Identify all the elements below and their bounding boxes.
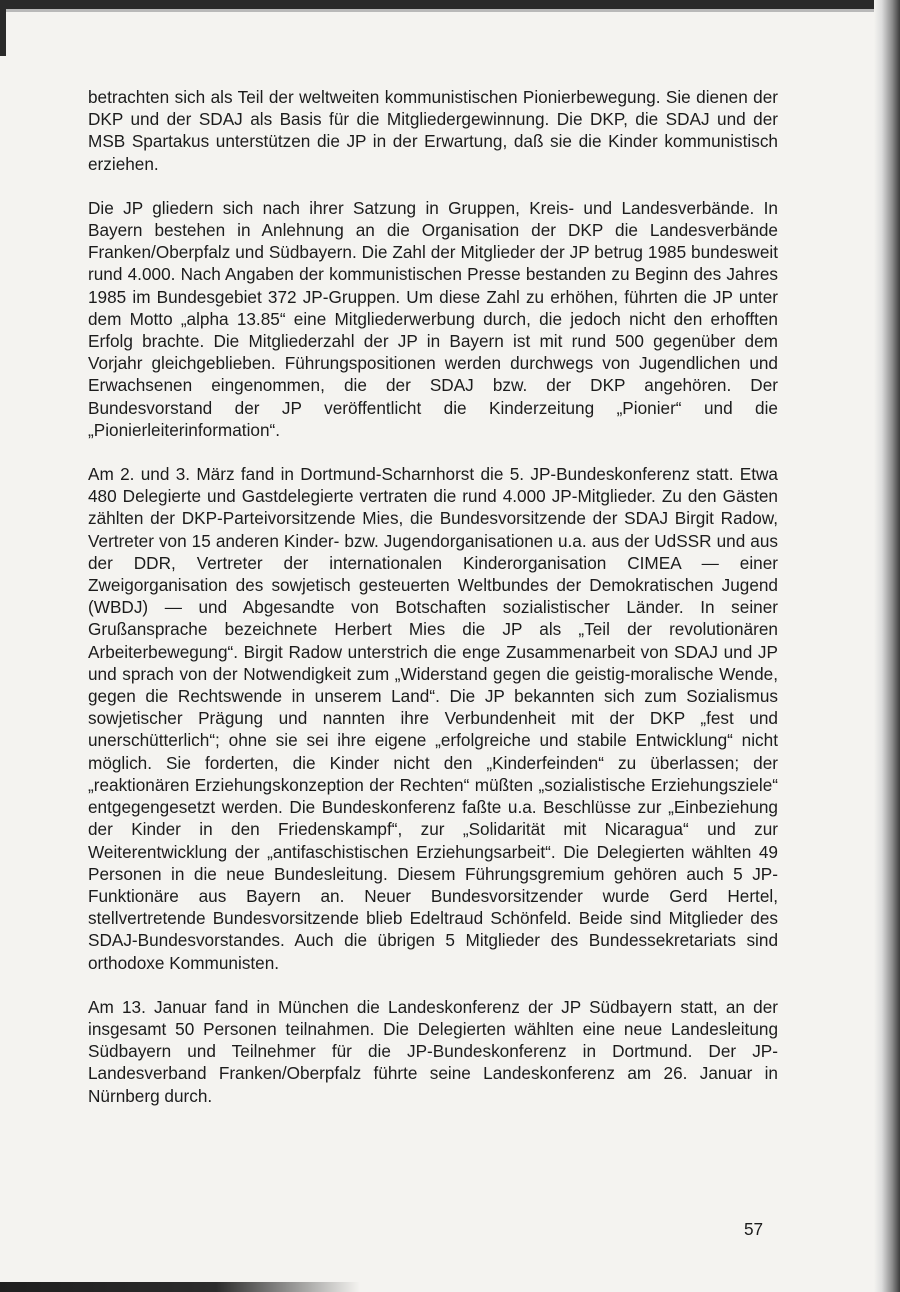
scan-edge-bottom bbox=[0, 1282, 360, 1292]
scan-edge-top-shadow bbox=[0, 9, 900, 12]
paragraph-3: Am 2. und 3. März fand in Dortmund-Scharnhorst die 5. JP-Bundeskonferenz statt. Etwa 480 Delegierte und Gastdelegierte vertraten die rund 4.000 JP-Mitglieder. Zu den Gästen zählten der DKP-Parteivorsitzende Mies, die Bundesvorsitzende der SDAJ Birgit Radow, Vertreter von 15 anderen Kinder- bzw. Jugendorganisationen u.a. aus der UdSSR und aus der DDR, Vertreter der internationalen Kinderorganisation CIMEA — einer Zweigorganisation des sowjetisch gesteuerten Weltbundes der Demokratischen Jugend (WBDJ) — und Abgesandte von Botschaften sozialistischer Länder. In seiner Grußansprache bezeichnete Herbert Mies die JP als „Teil der revolutionären Arbeiterbewegung“. Birgit Radow unterstrich die enge Zusammenarbeit von SDAJ und JP und sprach von der Notwendigkeit zum „Widerstand gegen die geistig-moralische Wende, gegen die Rechtswende in unserem Land“. Die JP bekannten sich zum Sozialismus sowjetischer Prägung und nannten ihre Verbundenheit mit der DKP „fest und unerschütterlich“; ohne sie sei ihre eigene „erfolgreiche und stabile Entwicklung“ nicht möglich. Sie forderten, die Kinder nicht den „Kinderfeinden“ zu überlassen; der „reaktionären Erziehungskonzeption der Rechten“ müßten „sozialistische Erziehungsziele“ entgegengesetzt werden. Die Bundeskonferenz faßte u.a. Beschlüsse zur „Einbeziehung der Kinder in den Friedenskampf“, zur „Solidarität mit Nicaragua“ und zur Weiterentwicklung der „antifaschistischen Erziehungsarbeit“. Die Delegierten wählten 49 Personen in die neue Bundesleitung. Diesem Führungsgremium gehören auch 5 JP-Funktionäre aus Bayern an. Neuer Bundesvorsitzender wurde Gerd Hertel, stellvertretende Bundesvorsitzende blieb Edeltraud Schönfeld. Beide sind Mitglieder des SDAJ-Bundesvorstandes. Auch die übrigen 5 Mitglieder des Bundessekretariats sind orthodoxe Kommunisten. bbox=[88, 464, 778, 973]
scan-edge-top bbox=[0, 0, 900, 9]
page-number: 57 bbox=[744, 1219, 764, 1239]
body-text bbox=[88, 86, 778, 1129]
scan-edge-left bbox=[0, 0, 6, 56]
paragraph-2: Die JP gliedern sich nach ihrer Satzung in Gruppen, Kreis- und Landesverbände. In Bayern bestehen in Anlehnung an die Organisation der DKP die Landesverbände Franken/Oberpfalz und Südbayern. Die Zahl der Mitglieder der JP betrug 1985 bundesweit rund 4.000. Nach Angaben der kommunistischen Presse bestanden zu Beginn des Jahres 1985 im Bundesgebiet 372 JP-Gruppen. Um diese Zahl zu erhöhen, führten die JP unter dem Motto „alpha 13.85“ eine Mitgliederwerbung durch, die jedoch nicht den erhofften Erfolg brachte. Die Mitgliederzahl der JP in Bayern ist mit rund 500 gegenüber dem Vorjahr gleichgeblieben. Führungspositionen werden durchwegs von Jugendlichen und Erwachsenen eingenommen, die der SDAJ bzw. der DKP angehören. Der Bundesvorstand der JP veröffentlicht die Kinderzeitung „Pionier“ und die „Pionierleiterinformation“. bbox=[88, 197, 778, 440]
paragraph-1: betrachten sich als Teil der weltweiten kommunistischen Pionierbewegung. Sie dienen der DKP und der SDAJ als Basis für die Mitgliedergewinnung. Die DKP, die SDAJ und der MSB Spartakus unterstützen die JP in der Erwartung, daß sie die Kinder kommunistisch erziehen. bbox=[88, 87, 778, 174]
paragraph-4: Am 13. Januar fand in München die Landeskonferenz der JP Südbayern statt, an der insgesamt 50 Personen teilnahmen. Die Delegierten wählten eine neue Landesleitung Südbayern und Teilnehmer für die JP-Bundeskonferenz in Dortmund. Der JP-Landesverband Franken/Oberpfalz führte seine Landeskonferenz am 26. Januar in Nürnberg durch. bbox=[88, 996, 778, 1106]
scan-edge-right bbox=[874, 0, 900, 1292]
